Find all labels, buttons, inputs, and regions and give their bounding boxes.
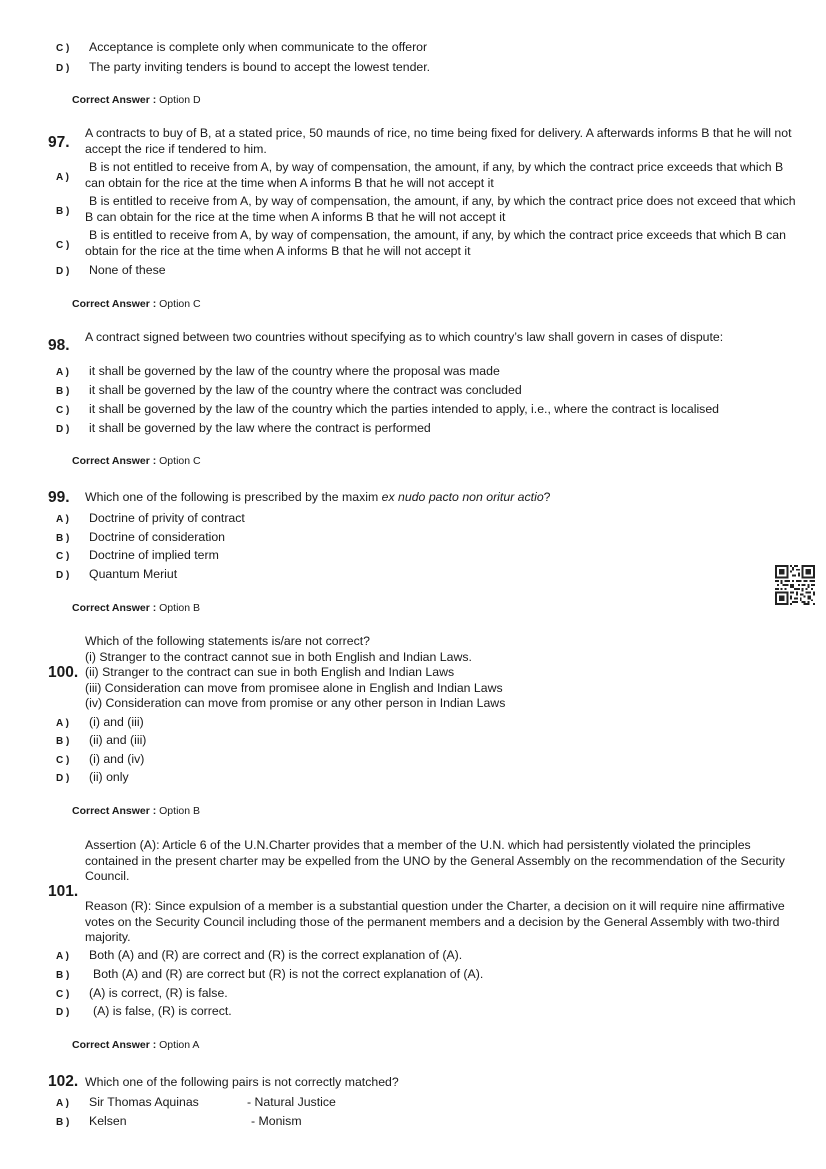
option-text: (i) and (iii) [89,715,144,729]
option-text: it shall be governed by the law of the country which the parties intended to apply, i.e., where the contract is localised [89,402,720,416]
option-text: Doctrine of privity of contract [89,511,245,525]
option-text: (A) is correct, (R) is false. [89,986,228,1000]
correct-answer: Correct Answer : Option B [72,805,200,817]
option-label: A ) [56,1098,69,1109]
option-text: B is not entitled to receive from A, by way of compensation, the amount, if any, by which the contract price exceeds that which B can obtain for the rice at the time when A informs B that he will not accept it [85,160,784,190]
option-text: (i) and (iv) [89,752,145,766]
statement-line: (iii) Consideration can move from promisee alone in English and Indian Laws [85,680,503,695]
option-label: D ) [56,63,70,74]
option-match-text: - Natural Justice [247,1095,336,1109]
statement-line: (iv) Consideration can move from promise or any other person in Indian Laws [85,696,506,710]
option-label: B ) [56,736,70,747]
statement-line: (ii) Stranger to the contract can sue in both English and Indian Laws [85,665,455,679]
option-text: Doctrine of consideration [89,530,226,544]
option-text: Both (A) and (R) are correct but (R) is not the correct explanation of (A). [93,967,484,981]
option-label: C ) [56,43,70,54]
option-label: C ) [56,405,70,416]
correct-answer: Correct Answer : Option C [72,455,201,467]
option-text: Sir Thomas Aquinas [89,1095,199,1109]
question-number: 100. [48,664,79,681]
option-text: (A) is false, (R) is correct. [93,1004,232,1018]
question-text: A contract signed between two countries without specifying as to which country’s law shall govern in cases of dispute: [85,330,724,344]
question-number: 97. [48,134,70,151]
option-label: C ) [56,551,70,562]
correct-answer: Correct Answer : Option C [72,298,201,310]
correct-answer: Correct Answer : Option D [72,94,201,106]
option-label: B ) [56,386,70,397]
option-text: The party inviting tenders is bound to accept the lowest tender. [89,60,431,74]
option-label: B ) [56,1117,70,1128]
option-label: C ) [56,240,70,251]
option-label: A ) [56,718,69,729]
option-text: Acceptance is complete only when communicate to the offeror [89,40,428,54]
question-number: 101. [48,883,79,900]
question-text: A contracts to buy of B, at a stated price, 50 maunds of rice, no time being fixed for delivery. A afterwards informs B that he will not accept the rice if tendered to him. [85,126,792,156]
option-text: B is entitled to receive from A, by way of compensation, the amount, if any, by which the contract price exceeds that which B can obtain for the rice at the time when A informs B that he will not accept it [85,228,786,258]
option-text: it shall be governed by the law of the country where the contract was concluded [89,383,522,397]
reason-text: Reason (R): Since expulsion of a member is a substantial question under the Charter, a decision on it will require nine affirmative votes on the Security Council including those of the permanent members and a decision by the General Assembly with two-third majority. [85,899,785,944]
qr-code-icon [775,565,815,605]
question-number: 98. [48,337,70,354]
option-label: D ) [56,773,70,784]
option-label: A ) [56,172,69,183]
statement-line: (i) Stranger to the contract cannot sue in both English and Indian Laws. [85,649,472,664]
option-text: it shall be governed by the law where the contract is performed [89,421,431,435]
question-text [85,634,800,712]
assertion-text: Assertion (A): Article 6 of the U.N.Charter provides that a member of the U.N. which had persistently violated the principles contained in the present charter may be expelled from the UNO by the General Assembly on the recommendation of the Security Council. [85,838,785,883]
option-label: A ) [56,367,69,378]
question-text: Which one of the following is prescribed by the maxim ex nudo pacto non oritur actio? [85,490,551,504]
option-label: D ) [56,570,70,581]
option-text: Quantum Meriut [89,567,178,581]
option-label: D ) [56,266,70,277]
option-label: D ) [56,424,70,435]
option-text: it shall be governed by the law of the country where the proposal was made [89,364,500,378]
option-text: Both (A) and (R) are correct and (R) is the correct explanation of (A). [89,948,463,962]
correct-answer: Correct Answer : Option A [72,1039,200,1051]
option-label: B ) [56,970,70,981]
option-label: A ) [56,951,69,962]
question-number: 99. [48,489,70,506]
option-match-text: - Monism [251,1114,302,1128]
option-text: (ii) only [89,770,129,784]
option-label: A ) [56,514,69,525]
option-label: C ) [56,989,70,1000]
option-label: C ) [56,755,70,766]
option-text: B is entitled to receive from A, by way of compensation, the amount, if any, by which the contract price does not exceed that which B can obtain for the rice at the time when A informs B that he will not accept it [85,194,796,224]
statement-line: Which of the following statements is/are not correct? [85,634,371,648]
question-text: Which one of the following pairs is not correctly matched? [85,1075,399,1089]
option-text: None of these [89,263,166,277]
option-text: Kelsen [89,1114,127,1128]
option-label: B ) [56,206,70,217]
correct-answer: Correct Answer : Option B [72,602,200,614]
question-number: 102. [48,1073,79,1090]
option-text: (ii) and (iii) [89,733,147,747]
option-label: D ) [56,1007,70,1018]
option-label: B ) [56,533,70,544]
option-text: Doctrine of implied term [89,548,219,562]
